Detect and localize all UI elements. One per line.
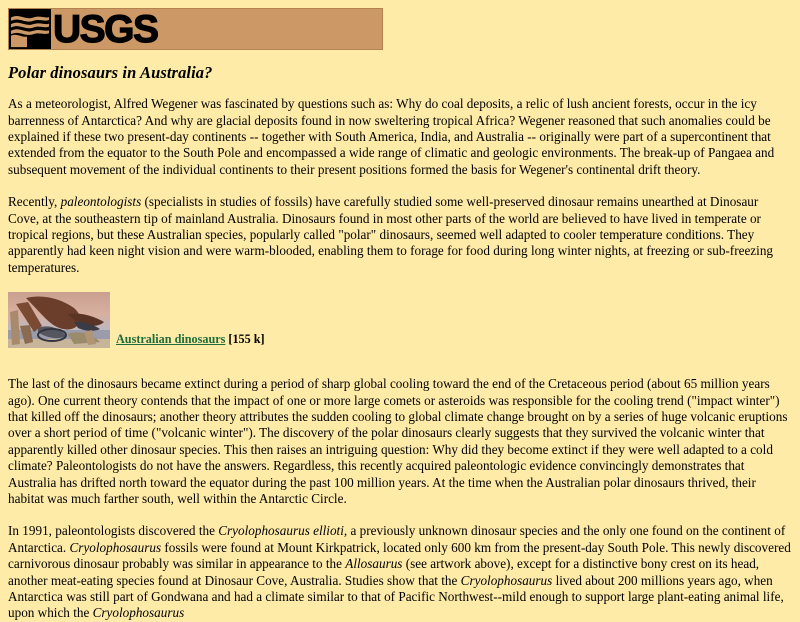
usgs-logo[interactable] <box>9 9 158 49</box>
figure-block <box>8 292 792 360</box>
australian-dinosaurs-thumbnail[interactable] <box>8 292 110 348</box>
paragraph-2: Recently, paleontologists (specialists in studies of fossils) have carefully studied some well-preserved dinosaur remains unearthed at Dinosaur Cove, at the southeastern tip of mainland Australia. Dinosaurs found in most other parts of the world are believed to have lived in temperate or tropical regions, but these Australian species, popularly called "polar" dinosaurs, seemed well adapted to cooler temperature conditions. They apparently had keen night vision and were warm-blooded, enabling them to forage for food during long winter nights, at freezing or sub-freezing temperatures. <box>8 194 774 275</box>
paragraph-4: In 1991, paleontologists discovered the Cryolophosaurus ellioti, a previously unknown dinosaur species and the only one found on the continent of Antarctica. Cryolophosaurus fossils were found at Mount Kirkpatrick, located only 600 km from the present-day South Pole. This newly discovered carnivorous dinosaur probably was similar in appearance to the Allosaurus (see artwork above), except for a distinctive bony crest on its head, another meat-eating species found at Dinosaur Cove, Australia. Studies show that the Cryolophosaurus lived about 200 millions years ago, when Antarctica was still part of Gondwana and had a climate similar to that of Pacific Northwest--mild enough to support large plant-eating animal life, upon which the Cryolophosaurus <box>8 523 791 621</box>
paragraph-3: The last of the dinosaurs became extinct during a period of sharp global cooling toward the end of the Cretaceous period (about 65 million years ago). One current theory contends that the impact of one or more large comets or asteroids was responsible for the cooling trend ("impact winter") that killed off the dinosaurs; another theory attributes the sudden cooling to global climate change brought on by a series of huge volcanic eruptions over a short period of time ("volcanic winter"). The discovery of the polar dinosaurs clearly suggests that they survived the volcanic winter that apparently killed other dinosaur species. This then raises an intriguing question: Why did they become extinct if they were well adapted to a cold climate? Paleontologists do not have the answers. Regardless, this recently acquired paleontologic evidence convincingly demonstrates that Australia has drifted north toward the equator during the past 100 million years. At the time when the Australian polar dinosaurs thrived, their habitat was much farther south, well within the Antarctic Circle. <box>8 376 788 507</box>
usgs-wave-mark-icon <box>9 9 51 49</box>
figure-caption <box>116 332 265 346</box>
paragraph-1: As a meteorologist, Alfred Wegener was fascinated by questions such as: Why do coal deposits, a relic of lush ancient forests, occur in the icy barrenness of Antarctica? And why are glacial deposits found in now sweltering tropical Africa? Wegener reasoned that such anomalies could be explained if these two present-day continents -- together with South America, India, and Australia -- originally were part of a supercontinent that extended from the equator to the South Pole and encompassed a wide range of climatic and geologic environments. The break-up of Pangaea and subsequent movement of the individual continents to their present positions formed the basis for Wegener's continental drift theory. <box>8 96 775 177</box>
figure-size-label: [155 k] <box>228 332 265 347</box>
usgs-wordmark: USGS <box>53 8 158 51</box>
australian-dinosaurs-link[interactable]: Australian dinosaurs <box>116 332 226 347</box>
page-title: Polar dinosaurs in Australia? <box>8 63 213 82</box>
usgs-banner <box>8 8 383 50</box>
article-content <box>0 64 800 622</box>
banner-container <box>0 0 800 50</box>
